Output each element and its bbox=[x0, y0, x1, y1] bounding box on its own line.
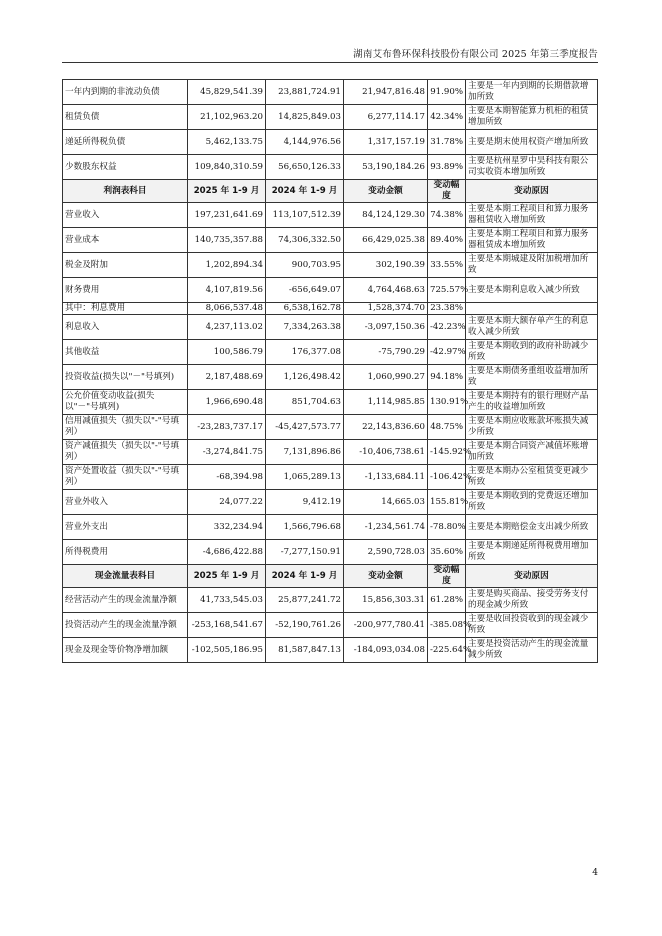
table-row bbox=[63, 638, 598, 663]
change-amount-cell: 15,856,303.31 bbox=[344, 588, 428, 613]
reason-cell: 主要是本期应收账款坏账损失减少所致 bbox=[466, 415, 598, 440]
value-2025-cell: 45,829,541.39 bbox=[188, 80, 266, 105]
change-amount-cell: -200,977,780.41 bbox=[344, 613, 428, 638]
table-row bbox=[63, 390, 598, 415]
change-pct-cell: 23.38% bbox=[428, 303, 466, 315]
item-cell: 利息收入 bbox=[63, 315, 188, 340]
reason-cell: 主要是本期收到的政府补助减少所致 bbox=[466, 340, 598, 365]
change-amount-cell: -184,093,034.08 bbox=[344, 638, 428, 663]
change-pct-cell: 31.78% bbox=[428, 130, 466, 155]
column-header: 现金流量表科目 bbox=[63, 565, 188, 588]
item-cell: 税金及附加 bbox=[63, 253, 188, 278]
table-row bbox=[63, 278, 598, 303]
change-pct-cell: -145.92% bbox=[428, 440, 466, 465]
value-2024-cell: 81,587,847.13 bbox=[266, 638, 344, 663]
column-header: 利润表科目 bbox=[63, 180, 188, 203]
reason-cell: 主要是购买商品、接受劳务支付的现金减少所致 bbox=[466, 588, 598, 613]
value-2025-cell: 4,237,113.02 bbox=[188, 315, 266, 340]
change-amount-cell: -1,234,561.74 bbox=[344, 515, 428, 540]
reason-cell: 主要是杭州星罗中昊科技有限公司实收资本增加所致 bbox=[466, 155, 598, 180]
table-row bbox=[63, 613, 598, 638]
table-row bbox=[63, 303, 598, 315]
value-2025-cell: -4,686,422.88 bbox=[188, 540, 266, 565]
change-amount-cell: 1,114,985.85 bbox=[344, 390, 428, 415]
table-row bbox=[63, 465, 598, 490]
column-header: 2025 年 1-9 月 bbox=[188, 180, 266, 203]
value-2025-cell: 197,231,641.69 bbox=[188, 203, 266, 228]
table-row bbox=[63, 203, 598, 228]
table-row bbox=[63, 540, 598, 565]
value-2024-cell: -656,649.07 bbox=[266, 278, 344, 303]
item-cell: 营业外收入 bbox=[63, 490, 188, 515]
item-cell: 租赁负债 bbox=[63, 105, 188, 130]
change-pct-cell: -42.23% bbox=[428, 315, 466, 340]
item-cell: 信用减值损失（损失以"-"号填列） bbox=[63, 415, 188, 440]
reason-cell: 主要是本期大额存单产生的利息收入减少所致 bbox=[466, 315, 598, 340]
change-pct-cell: -225.64% bbox=[428, 638, 466, 663]
value-2025-cell: 140,735,357.88 bbox=[188, 228, 266, 253]
value-2024-cell: 1,065,289.13 bbox=[266, 465, 344, 490]
change-pct-cell: 91.90% bbox=[428, 80, 466, 105]
change-pct-cell: 725.57% bbox=[428, 278, 466, 303]
column-header: 2024 年 1-9 月 bbox=[266, 180, 344, 203]
item-cell: 营业外支出 bbox=[63, 515, 188, 540]
table-row bbox=[63, 440, 598, 465]
page-number: 4 bbox=[592, 868, 598, 878]
item-cell: 少数股东权益 bbox=[63, 155, 188, 180]
reason-cell: 主要是本期收到的党费返还增加所致 bbox=[466, 490, 598, 515]
item-cell: 所得税费用 bbox=[63, 540, 188, 565]
value-2025-cell: -23,283,737.17 bbox=[188, 415, 266, 440]
value-2025-cell: -253,168,541.67 bbox=[188, 613, 266, 638]
column-header: 变动原因 bbox=[466, 565, 598, 588]
value-2025-cell: -68,394.98 bbox=[188, 465, 266, 490]
column-header: 变动幅度 bbox=[428, 565, 466, 588]
change-amount-cell: 302,190.39 bbox=[344, 253, 428, 278]
value-2024-cell: -7,277,150.91 bbox=[266, 540, 344, 565]
change-amount-cell: 14,665.03 bbox=[344, 490, 428, 515]
value-2024-cell: 23,881,724.91 bbox=[266, 80, 344, 105]
change-pct-cell: 61.28% bbox=[428, 588, 466, 613]
cash_header-header-row bbox=[63, 565, 598, 588]
table-row bbox=[63, 365, 598, 390]
column-header: 变动金额 bbox=[344, 180, 428, 203]
change-amount-cell: 66,429,025.38 bbox=[344, 228, 428, 253]
value-2024-cell: 113,107,512.39 bbox=[266, 203, 344, 228]
change-pct-cell: 42.34% bbox=[428, 105, 466, 130]
value-2025-cell: 41,733,545.03 bbox=[188, 588, 266, 613]
table-row bbox=[63, 588, 598, 613]
item-cell: 财务费用 bbox=[63, 278, 188, 303]
table-row bbox=[63, 105, 598, 130]
reason-cell: 主要是期末使用权资产增加所致 bbox=[466, 130, 598, 155]
value-2024-cell: 1,566,796.68 bbox=[266, 515, 344, 540]
table-row bbox=[63, 490, 598, 515]
value-2024-cell: -52,190,761.26 bbox=[266, 613, 344, 638]
change-pct-cell: 33.55% bbox=[428, 253, 466, 278]
table-row bbox=[63, 415, 598, 440]
change-amount-cell: -3,097,150.36 bbox=[344, 315, 428, 340]
change-amount-cell: 21,947,816.48 bbox=[344, 80, 428, 105]
change-amount-cell: 2,590,728.03 bbox=[344, 540, 428, 565]
column-header: 2024 年 1-9 月 bbox=[266, 565, 344, 588]
value-2024-cell: 7,334,263.38 bbox=[266, 315, 344, 340]
change-amount-cell: -1,133,684.11 bbox=[344, 465, 428, 490]
column-header: 变动幅度 bbox=[428, 180, 466, 203]
column-header: 变动原因 bbox=[466, 180, 598, 203]
value-2024-cell: 9,412.19 bbox=[266, 490, 344, 515]
value-2024-cell: 1,126,498.42 bbox=[266, 365, 344, 390]
value-2025-cell: 100,586.79 bbox=[188, 340, 266, 365]
item-cell: 公允价值变动收益(损失以"－"号填列) bbox=[63, 390, 188, 415]
change-amount-cell: 4,764,468.63 bbox=[344, 278, 428, 303]
value-2025-cell: 2,187,488.69 bbox=[188, 365, 266, 390]
item-cell: 资产减值损失（损失以"-"号填列） bbox=[63, 440, 188, 465]
value-2024-cell: 4,144,976.56 bbox=[266, 130, 344, 155]
change-amount-cell: -10,406,738.61 bbox=[344, 440, 428, 465]
column-header: 变动金额 bbox=[344, 565, 428, 588]
reason-cell: 主要是投资活动产生的现金流量减少所致 bbox=[466, 638, 598, 663]
reason-cell: 主要是本期智能算力机柜的租赁增加所致 bbox=[466, 105, 598, 130]
change-pct-cell: 74.38% bbox=[428, 203, 466, 228]
change-pct-cell: -42.97% bbox=[428, 340, 466, 365]
value-2025-cell: 109,840,310.59 bbox=[188, 155, 266, 180]
change-pct-cell: -385.08% bbox=[428, 613, 466, 638]
value-2025-cell: -102,505,186.95 bbox=[188, 638, 266, 663]
table-row bbox=[63, 515, 598, 540]
reason-cell: 主要是收回投资收到的现金减少所致 bbox=[466, 613, 598, 638]
change-pct-cell: 48.75% bbox=[428, 415, 466, 440]
change-amount-cell: 1,528,374.70 bbox=[344, 303, 428, 315]
value-2024-cell: 6,538,162.78 bbox=[266, 303, 344, 315]
item-cell: 其中：利息费用 bbox=[63, 303, 188, 315]
table-row bbox=[63, 340, 598, 365]
table-row bbox=[63, 155, 598, 180]
reason-cell: 主要是本期工程项目和算力服务器租赁成本增加所致 bbox=[466, 228, 598, 253]
change-pct-cell: 155.81% bbox=[428, 490, 466, 515]
column-header: 2025 年 1-9 月 bbox=[188, 565, 266, 588]
item-cell: 一年内到期的非流动负债 bbox=[63, 80, 188, 105]
change-amount-cell: -75,790.29 bbox=[344, 340, 428, 365]
value-2025-cell: 1,202,894.34 bbox=[188, 253, 266, 278]
change-amount-cell: 84,124,129.30 bbox=[344, 203, 428, 228]
item-cell: 投资收益(损失以"－"号填列) bbox=[63, 365, 188, 390]
value-2024-cell: 851,704.63 bbox=[266, 390, 344, 415]
financial-change-table bbox=[62, 79, 598, 663]
value-2024-cell: 900,703.95 bbox=[266, 253, 344, 278]
reason-cell: 主要是本期城建及附加税增加所致 bbox=[466, 253, 598, 278]
table-row bbox=[63, 228, 598, 253]
value-2025-cell: -3,274,841.75 bbox=[188, 440, 266, 465]
reason-cell: 主要是一年内到期的长期借款增加所致 bbox=[466, 80, 598, 105]
item-cell: 经营活动产生的现金流量净额 bbox=[63, 588, 188, 613]
table-row bbox=[63, 253, 598, 278]
reason-cell: 主要是本期递延所得税费用增加所致 bbox=[466, 540, 598, 565]
value-2025-cell: 5,462,133.75 bbox=[188, 130, 266, 155]
income_header-header-row bbox=[63, 180, 598, 203]
value-2025-cell: 332,234.94 bbox=[188, 515, 266, 540]
reason-cell bbox=[466, 303, 598, 315]
change-pct-cell: 89.40% bbox=[428, 228, 466, 253]
value-2025-cell: 1,966,690.48 bbox=[188, 390, 266, 415]
table-row bbox=[63, 130, 598, 155]
reason-cell: 主要是本期利息收入减少所致 bbox=[466, 278, 598, 303]
item-cell: 其他收益 bbox=[63, 340, 188, 365]
reason-cell: 主要是本期债务重组收益增加所致 bbox=[466, 365, 598, 390]
item-cell: 营业收入 bbox=[63, 203, 188, 228]
table-row bbox=[63, 80, 598, 105]
change-pct-cell: -106.42% bbox=[428, 465, 466, 490]
item-cell: 资产处置收益（损失以"-"号填列） bbox=[63, 465, 188, 490]
change-pct-cell: 35.60% bbox=[428, 540, 466, 565]
reason-cell: 主要是本期持有的银行理财产品产生的收益增加所致 bbox=[466, 390, 598, 415]
change-amount-cell: 6,277,114.17 bbox=[344, 105, 428, 130]
header-divider bbox=[62, 62, 598, 63]
value-2024-cell: -45,427,573.77 bbox=[266, 415, 344, 440]
item-cell: 营业成本 bbox=[63, 228, 188, 253]
value-2025-cell: 8,066,537.48 bbox=[188, 303, 266, 315]
reason-cell: 主要是本期工程项目和算力服务器租赁收入增加所致 bbox=[466, 203, 598, 228]
value-2024-cell: 56,650,126.33 bbox=[266, 155, 344, 180]
report-header: 湖南艾布鲁环保科技股份有限公司 2025 年第三季度报告 bbox=[353, 49, 598, 60]
table-row bbox=[63, 315, 598, 340]
value-2025-cell: 4,107,819.56 bbox=[188, 278, 266, 303]
item-cell: 递延所得税负债 bbox=[63, 130, 188, 155]
item-cell: 投资活动产生的现金流量净额 bbox=[63, 613, 188, 638]
value-2024-cell: 74,306,332.50 bbox=[266, 228, 344, 253]
change-amount-cell: 1,317,157.19 bbox=[344, 130, 428, 155]
reason-cell: 主要是本期办公室租赁变更减少所致 bbox=[466, 465, 598, 490]
value-2024-cell: 25,877,241.72 bbox=[266, 588, 344, 613]
value-2024-cell: 14,825,849.03 bbox=[266, 105, 344, 130]
change-amount-cell: 22,143,836.60 bbox=[344, 415, 428, 440]
change-pct-cell: -78.80% bbox=[428, 515, 466, 540]
change-amount-cell: 1,060,990.27 bbox=[344, 365, 428, 390]
value-2025-cell: 24,077.22 bbox=[188, 490, 266, 515]
change-pct-cell: 94.18% bbox=[428, 365, 466, 390]
value-2024-cell: 7,131,896.86 bbox=[266, 440, 344, 465]
change-pct-cell: 130.91% bbox=[428, 390, 466, 415]
value-2024-cell: 176,377.08 bbox=[266, 340, 344, 365]
item-cell: 现金及现金等价物净增加额 bbox=[63, 638, 188, 663]
value-2025-cell: 21,102,963.20 bbox=[188, 105, 266, 130]
change-pct-cell: 93.89% bbox=[428, 155, 466, 180]
reason-cell: 主要是本期合同资产减值坏账增加所致 bbox=[466, 440, 598, 465]
change-amount-cell: 53,190,184.26 bbox=[344, 155, 428, 180]
reason-cell: 主要是本期赔偿金支出减少所致 bbox=[466, 515, 598, 540]
